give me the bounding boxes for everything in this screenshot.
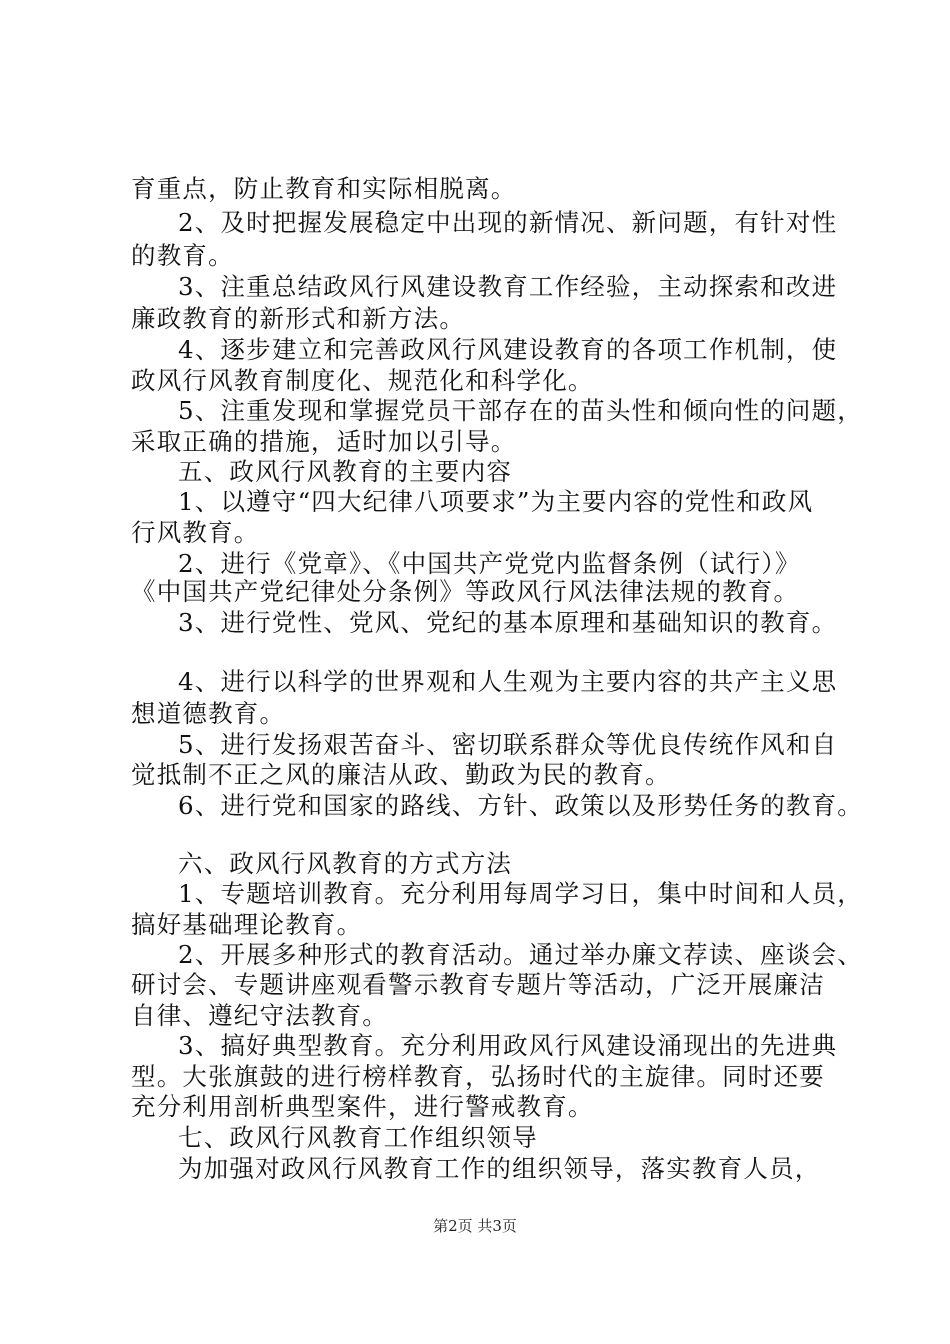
page-footer: 第2页 共3页 [433, 1217, 517, 1235]
text-line: 6、进行党和国家的路线、方针、政策以及形势任务的教育。 [178, 791, 863, 820]
text-line: 搞好基础理论教育。 [131, 910, 363, 939]
text-line: 自律、遵纪守法教育。 [131, 1001, 388, 1030]
text-line: 为加强对政风行风教育工作的组织领导，落实教育人员， [178, 1154, 821, 1183]
text-line: 廉政教育的新形式和新方法。 [131, 304, 466, 333]
section-heading: 七、政风行风教育工作组织领导 [178, 1123, 538, 1152]
text-line: 2、及时把握发展稳定中出现的新情况、新问题，有针对性 [178, 208, 838, 237]
text-line: 1、以遵守“四大纪律八项要求”为主要内容的党性和政风 [178, 487, 814, 516]
text-line: 《中国共产党纪律处分条例》等政风行风法律法规的教育。 [131, 577, 800, 606]
text-line: 5、注重发现和掌握党员干部存在的苗头性和倾向性的问题， [178, 396, 863, 425]
text-line: 采取正确的措施，适时加以引导。 [131, 427, 517, 456]
text-line: 2、开展多种形式的教育活动。通过举办廉文荐读、座谈会、 [178, 940, 863, 969]
text-line: 觉抵制不正之风的廉洁从政、勤政为民的教育。 [131, 760, 671, 789]
text-line: 5、进行发扬艰苦奋斗、密切联系群众等优良传统作风和自 [178, 730, 838, 759]
text-line: 1、专题培训教育。充分利用每周学习日，集中时间和人员， [178, 879, 863, 908]
text-line: 3、进行党性、党风、党纪的基本原理和基础知识的教育。 [178, 608, 838, 637]
section-heading: 六、政风行风教育的方式方法 [178, 849, 513, 878]
text-line: 育重点，防止教育和实际相脱离。 [131, 174, 517, 203]
text-line: 研讨会、专题讲座观看警示教育专题片等活动，广泛开展廉洁 [131, 970, 825, 999]
text-line: 4、进行以科学的世界观和人生观为主要内容的共产主义思 [178, 667, 838, 696]
text-line: 的教育。 [131, 241, 234, 270]
text-line: 型。大张旗鼓的进行榜样教育，弘扬时代的主旋律。同时还要 [131, 1062, 825, 1091]
text-line: 2、进行《党章》、《中国共产党党内监督条例（试行）》 [178, 549, 801, 578]
text-line: 充分利用剖析典型案件，进行警戒教育。 [131, 1092, 594, 1121]
text-line: 3、搞好典型教育。充分利用政风行风建设涌现出的先进典 [178, 1031, 838, 1060]
section-heading: 五、政风行风教育的主要内容 [178, 457, 513, 486]
text-line: 4、逐步建立和完善政风行风建设教育的各项工作机制，使 [178, 335, 838, 364]
text-line: 3、注重总结政风行风建设教育工作经验，主动探索和改进 [178, 272, 838, 301]
text-line: 行风教育。 [131, 518, 260, 547]
text-line: 想道德教育。 [131, 699, 286, 728]
text-line: 政风行风教育制度化、规范化和科学化。 [131, 366, 594, 395]
